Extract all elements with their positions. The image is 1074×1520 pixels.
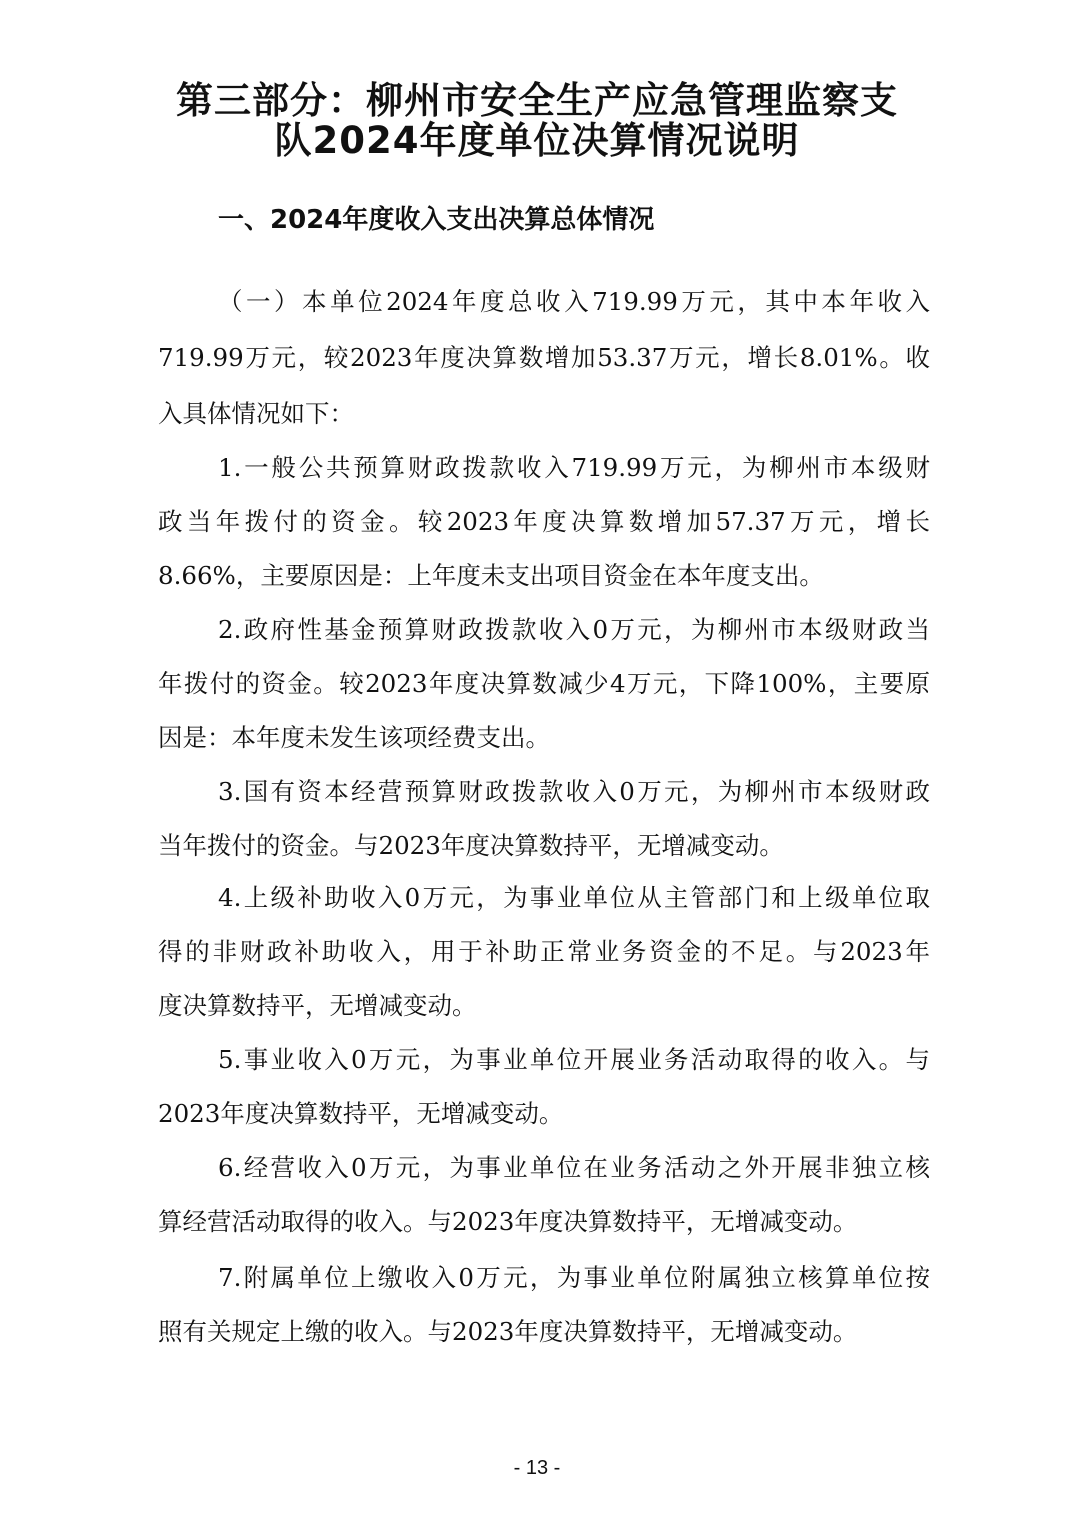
paragraph-line: 2023年度决算数持平，无增减变动。 <box>158 1099 564 1128</box>
paragraph-line: 政当年拨付的资金。较2023年度决算数增加57.37万元，增长 <box>158 507 930 536</box>
paragraph-line: 当年拨付的资金。与2023年度决算数持平，无增减变动。 <box>158 831 784 860</box>
document-title-line-1: 第三部分：柳州市安全生产应急管理监察支 <box>176 79 898 122</box>
paragraph-line: 2.政府性基金预算财政拨款收入0万元，为柳州市本级财政当 <box>218 615 930 644</box>
paragraph-line: 照有关规定上缴的收入。与2023年度决算数持平，无增减变动。 <box>158 1317 858 1346</box>
paragraph-line: 6.经营收入0万元，为事业单位在业务活动之外开展非独立核 <box>218 1153 930 1182</box>
paragraph-line: （一）本单位2024年度总收入719.99万元，其中本年收入 <box>218 287 930 316</box>
paragraph-line: 719.99万元，较2023年度决算数增加53.37万元，增长8.01%。收 <box>158 343 930 372</box>
section-heading: 一、2024年度收入支出决算总体情况 <box>218 205 655 235</box>
paragraph-line: 3.国有资本经营预算财政拨款收入0万元，为柳州市本级财政 <box>218 777 930 806</box>
paragraph-line: 年拨付的资金。较2023年度决算数减少4万元，下降100%，主要原 <box>158 669 930 698</box>
paragraph-line: 度决算数持平，无增减变动。 <box>158 991 477 1020</box>
paragraph-line: 7.附属单位上缴收入0万元，为事业单位附属独立核算单位按 <box>218 1263 930 1292</box>
paragraph-line: 5.事业收入0万元，为事业单位开展业务活动取得的收入。与 <box>218 1045 930 1074</box>
paragraph-line: 4.上级补助收入0万元，为事业单位从主管部门和上级单位取 <box>218 883 930 912</box>
paragraph-line: 得的非财政补助收入，用于补助正常业务资金的不足。与2023年 <box>158 937 930 966</box>
paragraph-line: 1.一般公共预算财政拨款收入719.99万元，为柳州市本级财 <box>218 453 930 482</box>
paragraph-line: 因是：本年度未发生该项经费支出。 <box>158 723 550 752</box>
document-title-line-2: 队2024年度单位决算情况说明 <box>274 119 800 162</box>
paragraph-line: 入具体情况如下： <box>158 399 354 428</box>
paragraph-line: 8.66%，主要原因是：上年度未支出项目资金在本年度支出。 <box>158 561 824 590</box>
paragraph-line: 算经营活动取得的收入。与2023年度决算数持平，无增减变动。 <box>158 1207 858 1236</box>
page-number: - 13 - <box>513 1457 561 1479</box>
